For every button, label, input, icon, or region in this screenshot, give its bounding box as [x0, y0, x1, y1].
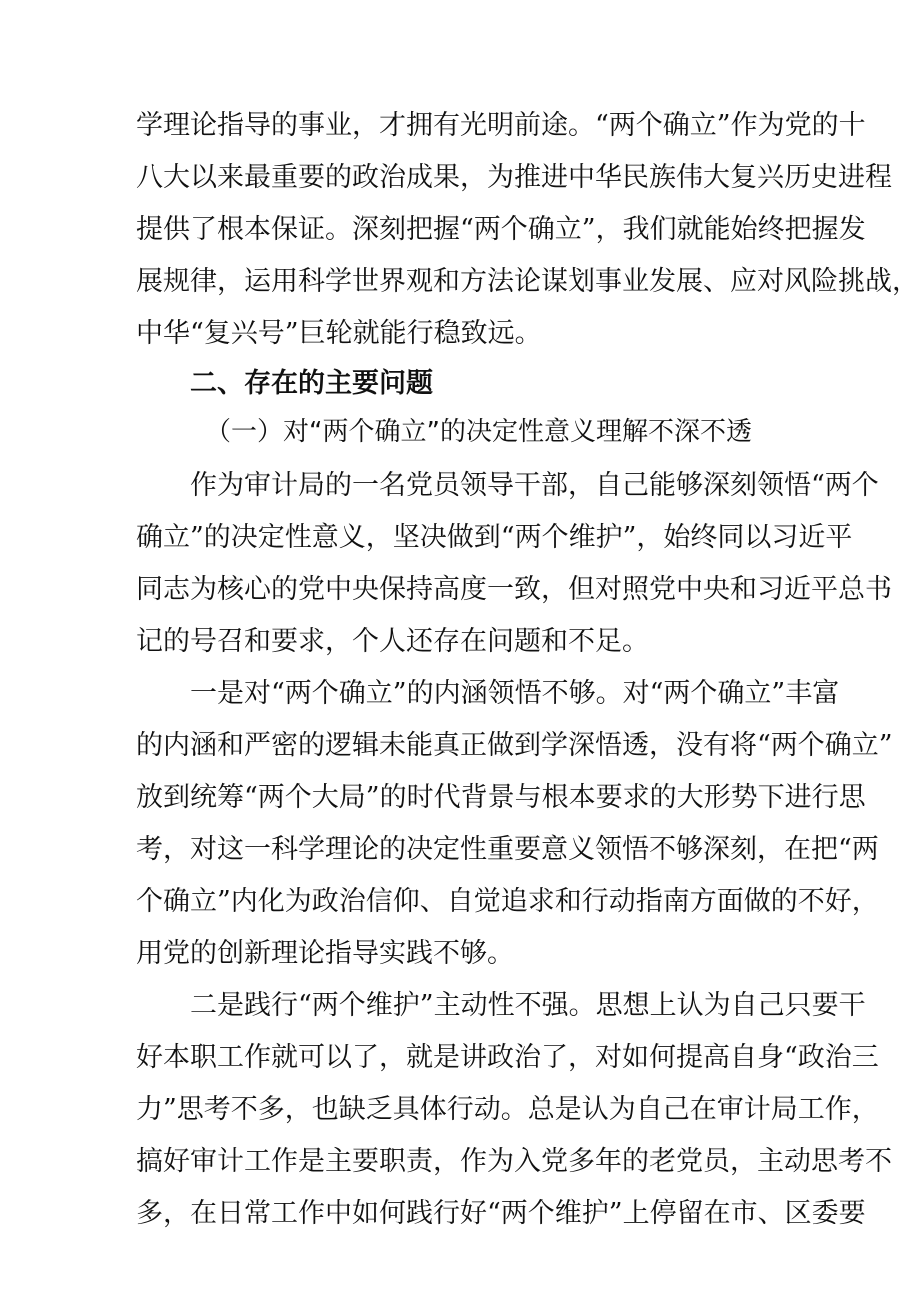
text-line: 搞好审计工作是主要职责，作为入党多年的老党员，主动思考不: [136, 1146, 892, 1177]
text-line: 记的号召和要求，个人还存在问题和不足。: [136, 626, 649, 657]
text-line: 作为审计局的一名党员领导干部，自己能够深刻领悟“两个: [190, 470, 879, 501]
text-line: 八大以来最重要的政治成果，为推进中华民族伟大复兴历史进程: [136, 162, 892, 193]
subsection-heading: （一）对“两个确立”的决定性意义理解不深不透: [205, 417, 752, 447]
text-line: 二是践行“两个维护”主动性不强。思想上认为自己只要干: [190, 990, 866, 1021]
text-line: 考，对这一科学理论的决定性重要意义领悟不够深刻，在把“两: [136, 834, 879, 865]
text-line: 展规律，运用科学世界观和方法论谋划事业发展、应对风险挑战，: [136, 266, 919, 297]
text-line: 放到统筹“两个大局”的时代背景与根本要求的大形势下进行思: [136, 782, 866, 813]
text-line: 学理论指导的事业，才拥有光明前途。“两个确立”作为党的十: [136, 110, 866, 141]
text-line: 多，在日常工作中如何践行好“两个维护”上停留在市、区委要: [136, 1198, 866, 1229]
text-line: 中华“复兴号”巨轮就能行稳致远。: [136, 318, 542, 349]
text-line: 提供了根本保证。深刻把握“两个确立”，我们就能始终把握发: [136, 214, 866, 245]
section-heading: 二、存在的主要问题: [190, 368, 433, 399]
text-line: 的内涵和严密的逻辑未能真正做到学深悟透，没有将“两个确立”: [136, 730, 893, 761]
text-line: 确立”的决定性意义，坚决做到“两个维护”，始终同以习近平: [136, 522, 853, 553]
text-line: 力”思考不多，也缺乏具体行动。总是认为自己在审计局工作，: [136, 1094, 879, 1125]
text-line: 同志为核心的党中央保持高度一致，但对照党中央和习近平总书: [136, 574, 892, 605]
text-line: 用党的创新理论指导实践不够。: [136, 938, 514, 969]
text-line: 好本职工作就可以了，就是讲政治了，对如何提高自身“政治三: [136, 1042, 879, 1073]
text-line: 个确立”内化为政治信仰、自觉追求和行动指南方面做的不好，: [136, 886, 879, 917]
text-line: 一是对“两个确立”的内涵领悟不够。对“两个确立”丰富: [190, 678, 840, 709]
